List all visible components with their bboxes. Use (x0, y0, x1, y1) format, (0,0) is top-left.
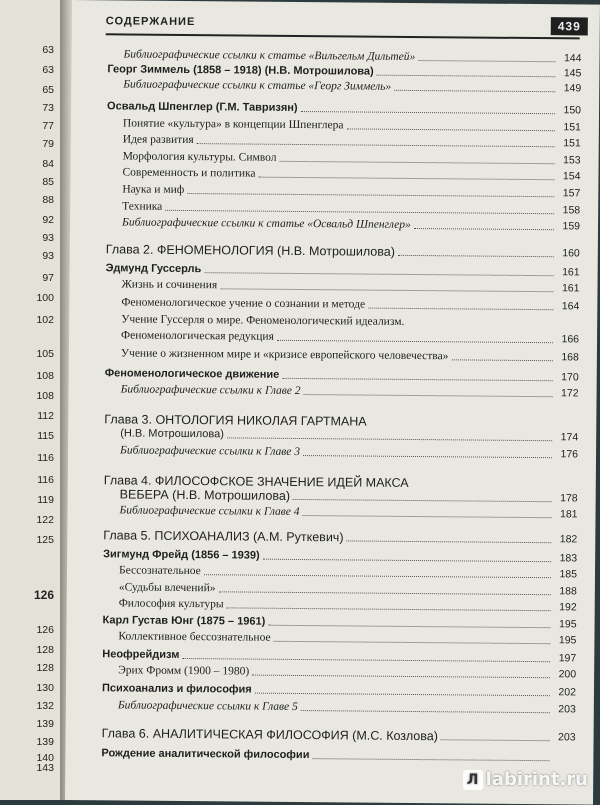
toc-entry-title: Библиографические ссылки к Главе 5 (118, 698, 298, 714)
toc-entry-title: Библиографические ссылки к Главе 4 (119, 503, 299, 519)
left-page-number: 128 (36, 644, 54, 656)
left-page-number: 132 (36, 700, 54, 712)
left-page-number: 79 (42, 138, 54, 150)
toc-page-number: 197 (552, 651, 576, 665)
left-page-number: 119 (37, 494, 54, 506)
toc-leader-dots (312, 758, 549, 761)
toc-page-number: 154 (556, 169, 580, 183)
toc-entry (118, 627, 576, 647)
toc-entry-title: Учение Гуссерля о мире. Феноменологический идеализм. (121, 312, 404, 328)
left-page-number: 139 (36, 736, 54, 748)
toc-leader-dots (279, 161, 554, 164)
toc-page-number: 182 (553, 532, 577, 546)
toc-leader-dots (187, 193, 554, 197)
toc-entry (123, 75, 581, 95)
toc-entry-title: Феноменологическое движение (105, 366, 280, 382)
toc-leader-dots (301, 710, 550, 713)
toc-entry (101, 744, 575, 764)
toc-page-number: 192 (553, 600, 577, 614)
left-page-number: 108 (36, 390, 54, 402)
toc-leader-dots (197, 143, 555, 147)
toc-leader-dots (377, 75, 556, 78)
toc-entry-title: (Н.В. Мотрошилова) (120, 426, 224, 441)
toc-page-number: 174 (554, 430, 578, 444)
toc-leader-dots (255, 693, 550, 697)
toc-entry-title: Идея развития (123, 132, 194, 147)
watermark-text: labirint.ru (486, 769, 588, 790)
toc-leader-dots (293, 499, 552, 502)
toc-entry-title: Освальд Шпенглер (Г.М. Тавризян) (107, 99, 298, 115)
toc-entry-title: Техника (122, 199, 162, 213)
left-page-number: 97 (42, 272, 54, 284)
toc-entry (102, 722, 576, 744)
toc-leader-dots (252, 675, 550, 679)
toc-entry-title: Феноменологическая редукция (121, 328, 274, 343)
toc-leader-dots (303, 394, 552, 397)
left-page-number: 105 (36, 348, 54, 360)
toc-page-number: 172 (555, 386, 579, 400)
toc-entry-title: Эрих Фромм (1900 – 1980) (118, 663, 249, 678)
toc-leader-dots (414, 228, 554, 230)
toc-entry-title: Глава 4. ФИЛОСОФСКОЕ ЗНАЧЕНИЕ ИДЕЙ МАКСА (104, 473, 409, 490)
toc-entry-title: Глава 3. ОНТОЛОГИЯ НИКОЛАЯ ГАРТМАНА (104, 412, 366, 428)
toc-entry-title: Коллективное бессознательное (118, 629, 270, 644)
toc-page-number: 185 (553, 567, 577, 581)
toc-page-number: 164 (555, 299, 579, 313)
left-page-number: 116 (37, 474, 54, 486)
toc-page-number: 157 (556, 186, 580, 200)
left-page-number: 112 (37, 410, 54, 422)
toc-entry (119, 501, 577, 521)
left-page-number: 92 (42, 214, 54, 226)
toc-leader-dots (227, 607, 551, 611)
toc-entry-title: Георг Зиммель (1858 – 1918) (Н.В. Мотрошилова) (107, 62, 373, 78)
toc-entry-title: Библиографические ссылки к статье «Вильгельм Дильтей» (123, 47, 415, 64)
toc-leader-dots (301, 111, 555, 114)
toc-leader-dots (441, 739, 550, 741)
toc-page-number: 202 (552, 685, 576, 699)
toc-leader-dots (277, 340, 553, 343)
toc-entry-title: Жизнь и сочинения (121, 277, 217, 292)
toc-page-number: 178 (554, 491, 578, 505)
toc-entry-title: Наука и миф (122, 182, 184, 197)
left-page-number: 140 (36, 752, 54, 764)
toc-entry (106, 238, 580, 260)
toc-leader-dots (368, 308, 553, 311)
toc-entry (121, 380, 579, 400)
toc-leader-dots (263, 559, 551, 563)
left-page-number: 77 (42, 120, 54, 132)
toc-entry-title: ВЕБЕРА (Н.В. Мотрошилова) (120, 487, 290, 502)
toc-entry (118, 661, 576, 681)
left-page-number: 102 (36, 314, 54, 326)
toc-leader-dots (346, 540, 551, 543)
toc-leader-dots (268, 625, 550, 628)
toc-leader-dots (220, 288, 553, 292)
toc-page-number: 158 (556, 203, 580, 217)
toc-page-number: 181 (553, 507, 577, 521)
toc-entry-title: Неофрейдизм (102, 647, 179, 662)
toc-page-number: 144 (557, 51, 581, 65)
left-page-number: 63 (42, 44, 54, 56)
toc-leader-dots (204, 272, 553, 276)
toc-entry-title: Зигмунд Фрейд (1856 – 1939) (103, 547, 260, 562)
toc-page-number: 149 (557, 81, 581, 95)
left-page-number: 128 (36, 662, 54, 674)
toc-leader-dots (227, 437, 552, 441)
toc-entry (118, 696, 576, 716)
toc-page-number: 160 (556, 246, 580, 260)
toc-entry-title: Морфология культуры. Символ (123, 149, 277, 164)
left-page-number: 93 (42, 250, 54, 262)
toc-entry-title: «Судьбы влечений» (119, 580, 216, 595)
left-page-number: 126 (36, 624, 54, 636)
toc-entry-title: Библиографические ссылки к Главе 3 (120, 443, 300, 459)
toc-leader-dots (418, 60, 555, 62)
toc-entry-title: Рождение аналитической философии (101, 746, 309, 762)
toc-page-number: 203 (552, 702, 576, 716)
toc-entry (122, 213, 580, 233)
toc-page-number: 161 (555, 281, 579, 295)
toc-entry-title: Библиографические ссылки к Главе 2 (121, 382, 301, 398)
toc-page-number: 168 (555, 350, 579, 364)
toc-page-number: 145 (557, 66, 581, 80)
toc-page-number: 151 (557, 120, 581, 134)
toc-page-number: 161 (556, 265, 580, 279)
left-page (0, 0, 60, 800)
toc-entry-title: Учение о жизненном мире и «кризисе европейского человечества» (121, 346, 449, 363)
left-page-number: 63 (42, 64, 54, 76)
watermark (463, 769, 588, 790)
toc-leader-dots (451, 359, 552, 361)
left-page-number: 65 (42, 84, 54, 96)
toc-entry-title: Карл Густав Юнг (1875 – 1961) (103, 613, 266, 628)
toc-page-number: 176 (554, 447, 578, 461)
toc-leader-dots (303, 455, 552, 458)
left-page-number: 122 (36, 514, 54, 526)
toc-page-number: 166 (555, 332, 579, 346)
header-title: СОДЕРЖАНИЕ (106, 15, 196, 28)
toc-entry-title: Глава 2. ФЕНОМЕНОЛОГИЯ (Н.В. Мотрошилова) (106, 242, 395, 259)
right-page (65, 0, 600, 805)
toc-page-number: 188 (553, 584, 577, 598)
table-of-contents (65, 0, 600, 805)
header-page-number: 439 (551, 17, 588, 35)
toc-page-number: 200 (552, 667, 576, 681)
toc-entry (103, 524, 577, 546)
toc-entry (121, 344, 579, 364)
left-page-number: 88 (42, 194, 54, 206)
toc-entry-title: Бессознательное (119, 563, 201, 578)
toc-leader-dots (346, 128, 554, 131)
toc-page-number: 195 (552, 633, 576, 647)
toc-entry-title: Психоанализ и философия (102, 681, 252, 696)
toc-leader-dots (407, 326, 553, 327)
toc-leader-dots (259, 177, 555, 181)
toc-entry (120, 441, 578, 461)
left-page-number: 143 (36, 762, 54, 774)
toc-leader-dots (302, 515, 551, 518)
left-page-number: 116 (37, 452, 54, 464)
toc-entry-title: Глава 6. АНАЛИТИЧЕСКАЯ ФИЛОСОФИЯ (М.С. Козлова) (102, 726, 438, 743)
left-page-number: 139 (36, 718, 54, 730)
toc-entry-title: Библиографические ссылки к статье «Георг Зиммель» (123, 77, 391, 93)
toc-entry-title: Глава 5. ПСИХОАНАЛИЗ (А.М. Руткевич) (103, 528, 343, 544)
toc-page-number: 170 (555, 370, 579, 384)
toc-page-number: 150 (557, 103, 581, 117)
toc-leader-dots (398, 255, 554, 257)
toc-entry-title: Философия культуры (119, 596, 224, 611)
left-page-number: 108 (36, 370, 54, 382)
left-page-number: 115 (37, 430, 54, 442)
left-page-number: 100 (36, 292, 54, 304)
left-page-number: 93 (42, 232, 54, 244)
left-page-number: 84 (42, 158, 54, 170)
toc-entry-title: Феноменологическое учение о сознании и методе (121, 295, 365, 311)
toc-entry-title: Эдмунд Гуссерль (106, 261, 202, 276)
toc-page-number: 153 (557, 153, 581, 167)
toc-leader-dots (274, 641, 551, 644)
toc-entry-title: Современность и политика (122, 165, 255, 180)
toc-page-number: 159 (556, 219, 580, 233)
toc-page-number: 203 (552, 730, 576, 744)
toc-page-number: 183 (553, 551, 577, 565)
toc-entry-title: Понятие «культура» в концепции Шпенглера (123, 116, 344, 132)
toc-leader-dots (282, 378, 552, 381)
toc-entry-title: Библиографические ссылки к статье «Освальд Шпенглер» (122, 215, 411, 232)
left-page-number: 85 (42, 176, 54, 188)
left-page-number: 126 (34, 588, 54, 602)
left-page-number: 73 (42, 102, 54, 114)
toc-leader-dots (394, 90, 555, 92)
toc-page-number: 195 (553, 617, 577, 631)
toc-entry (121, 326, 579, 346)
toc-leader-dots (204, 574, 551, 578)
labirint-logo-icon: Л (463, 770, 483, 790)
left-page-number: 130 (36, 682, 54, 694)
toc-leader-dots (218, 591, 550, 595)
left-page-number: 125 (36, 534, 54, 546)
toc-entry (121, 275, 579, 295)
toc-page-number: 151 (557, 136, 581, 150)
